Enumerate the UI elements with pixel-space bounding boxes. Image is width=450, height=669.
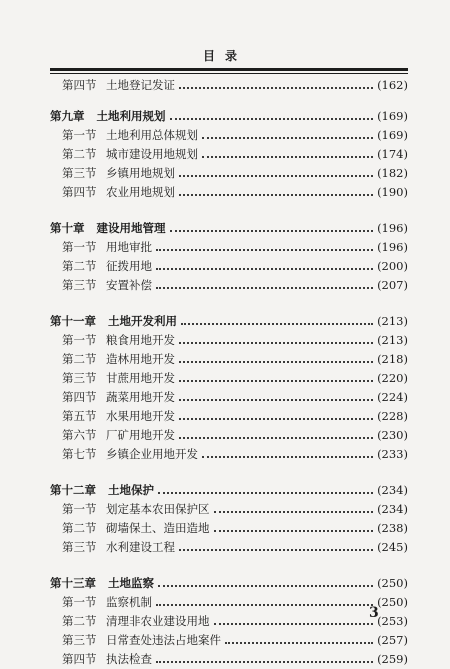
page-number: (250) xyxy=(377,595,408,609)
section-number: 第六节 xyxy=(62,428,97,442)
page-number: (213) xyxy=(377,333,408,347)
section-number: 第四节 xyxy=(62,78,97,92)
section-number: 第三节 xyxy=(62,278,97,292)
dot-leader xyxy=(181,322,373,325)
section-title: 用地审批 xyxy=(106,240,152,254)
toc-section-row xyxy=(50,650,408,669)
section-title: 水果用地开发 xyxy=(106,409,175,423)
section-number: 第二节 xyxy=(62,614,97,628)
dot-leader xyxy=(156,267,373,270)
section-number: 第一节 xyxy=(62,333,97,347)
page-number: (253) xyxy=(377,614,408,628)
section-title: 土地利用总体规划 xyxy=(106,128,198,142)
page-number: (230) xyxy=(377,428,408,442)
chapter-number: 第十三章 xyxy=(50,576,96,590)
toc-section-row xyxy=(50,612,408,631)
section-title: 清理非农业建设用地 xyxy=(106,614,210,628)
section-title: 日常查处违法占地案件 xyxy=(106,633,221,647)
dot-leader xyxy=(179,548,373,551)
section-title: 乡镇用地规划 xyxy=(106,166,175,180)
toc-section-row xyxy=(50,331,408,350)
page-number: (213) xyxy=(377,314,408,328)
section-title: 乡镇企业用地开发 xyxy=(106,447,198,461)
section-title: 甘蔗用地开发 xyxy=(106,371,175,385)
page-number: (238) xyxy=(377,521,408,535)
toc-chapter-row xyxy=(50,219,408,238)
section-number: 第五节 xyxy=(62,409,97,423)
toc-section-row xyxy=(50,76,408,95)
section-title: 造林用地开发 xyxy=(106,352,175,366)
toc-section-row xyxy=(50,631,408,650)
section-number: 第三节 xyxy=(62,633,97,647)
section-number: 第一节 xyxy=(62,595,97,609)
dot-leader xyxy=(158,584,373,587)
section-title: 砌墙保土、造田造地 xyxy=(106,521,210,535)
dot-leader xyxy=(179,436,373,439)
chapter-number: 第十一章 xyxy=(50,314,96,328)
dot-leader xyxy=(202,455,373,458)
section-title: 农业用地规划 xyxy=(106,185,175,199)
toc-section-row xyxy=(50,388,408,407)
dot-leader xyxy=(179,193,373,196)
section-title: 蔬菜用地开发 xyxy=(106,390,175,404)
page-number: (182) xyxy=(377,166,408,180)
dot-leader xyxy=(156,286,373,289)
page-number: (218) xyxy=(377,352,408,366)
chapter-title: 土地利用规划 xyxy=(96,109,166,123)
section-title: 粮食用地开发 xyxy=(106,333,175,347)
toc-chapter-row xyxy=(50,574,408,593)
dot-leader xyxy=(179,360,373,363)
page-number: (220) xyxy=(377,371,408,385)
page-number: (174) xyxy=(377,147,408,161)
section-number: 第一节 xyxy=(62,502,97,516)
section-title: 城市建设用地规划 xyxy=(106,147,198,161)
toc-section-row xyxy=(50,257,408,276)
toc-section-row xyxy=(50,276,408,295)
page-number: (169) xyxy=(377,109,408,123)
toc-chapter-row xyxy=(50,481,408,500)
page-header: 目录 xyxy=(202,49,247,63)
chapter-number: 第九章 xyxy=(50,109,85,123)
dot-leader xyxy=(214,510,374,513)
chapter-spacer xyxy=(50,464,408,481)
toc-section-row xyxy=(50,538,408,557)
page-number: (162) xyxy=(377,78,408,92)
toc-section-row xyxy=(50,426,408,445)
page-number: (196) xyxy=(377,240,408,254)
toc-section-row xyxy=(50,350,408,369)
page-number: (207) xyxy=(377,278,408,292)
section-number: 第一节 xyxy=(62,128,97,142)
page-number: (196) xyxy=(377,221,408,235)
section-number: 第四节 xyxy=(62,390,97,404)
page-number: (228) xyxy=(377,409,408,423)
header-rule-thin xyxy=(50,73,408,74)
dot-leader xyxy=(170,229,374,232)
section-number: 第四节 xyxy=(62,185,97,199)
toc-chapter-row xyxy=(50,107,408,126)
dot-leader xyxy=(202,155,373,158)
dot-leader xyxy=(214,529,374,532)
chapter-title: 土地保护 xyxy=(108,483,154,497)
section-number: 第四节 xyxy=(62,652,97,666)
dot-leader xyxy=(158,491,373,494)
page-number: (234) xyxy=(377,483,408,497)
header-rule-thick xyxy=(50,68,408,71)
page-number: (233) xyxy=(377,447,408,461)
section-number: 第二节 xyxy=(62,147,97,161)
toc-section-row xyxy=(50,519,408,538)
chapter-title: 建设用地管理 xyxy=(96,221,166,235)
dot-leader xyxy=(179,379,373,382)
page-number: (250) xyxy=(377,576,408,590)
dot-leader xyxy=(202,136,373,139)
section-title: 征拨用地 xyxy=(106,259,152,273)
section-number: 第三节 xyxy=(62,540,97,554)
page-number: (169) xyxy=(377,128,408,142)
page-number: (234) xyxy=(377,502,408,516)
dot-leader xyxy=(179,417,373,420)
section-title: 监察机制 xyxy=(106,595,152,609)
section-title: 执法检查 xyxy=(106,652,152,666)
toc-section-row xyxy=(50,500,408,519)
dot-leader xyxy=(179,174,373,177)
section-number: 第二节 xyxy=(62,352,97,366)
toc-section-row xyxy=(50,445,408,464)
dot-leader xyxy=(156,660,373,663)
toc-section-row xyxy=(50,369,408,388)
page-number: (190) xyxy=(377,185,408,199)
chapter-spacer xyxy=(50,557,408,574)
section-number: 第一节 xyxy=(62,240,97,254)
chapter-spacer xyxy=(50,202,408,219)
chapter-number: 第十二章 xyxy=(50,483,96,497)
dot-leader xyxy=(214,622,374,625)
chapter-number: 第十章 xyxy=(50,221,85,235)
dot-leader xyxy=(170,117,374,120)
dot-leader xyxy=(156,248,373,251)
toc-section-row xyxy=(50,164,408,183)
chapter-title: 土地开发利用 xyxy=(108,314,177,328)
toc-section-row xyxy=(50,238,408,257)
toc-section-row xyxy=(50,593,408,612)
section-title: 水利建设工程 xyxy=(106,540,175,554)
chapter-list xyxy=(50,95,408,669)
dot-leader xyxy=(156,603,373,606)
page-number: (200) xyxy=(377,259,408,273)
page-number: (257) xyxy=(377,633,408,647)
chapter-spacer xyxy=(50,95,408,107)
toc-chapter-row xyxy=(50,312,408,331)
chapter-title: 土地监察 xyxy=(108,576,154,590)
toc-section-row xyxy=(50,183,408,202)
dot-leader xyxy=(179,341,373,344)
section-number: 第三节 xyxy=(62,166,97,180)
dot-leader xyxy=(179,86,373,89)
toc-section-row xyxy=(50,145,408,164)
page-number: (245) xyxy=(377,540,408,554)
page-number: (224) xyxy=(377,390,408,404)
page-number: (259) xyxy=(377,652,408,666)
section-title: 土地登记发证 xyxy=(106,78,175,92)
section-number: 第二节 xyxy=(62,521,97,535)
table-of-contents xyxy=(50,76,408,669)
section-number: 第三节 xyxy=(62,371,97,385)
section-number: 第七节 xyxy=(62,447,97,461)
dot-leader xyxy=(179,398,373,401)
section-title: 安置补偿 xyxy=(106,278,152,292)
section-title: 划定基本农田保护区 xyxy=(106,502,210,516)
toc-section-row xyxy=(50,407,408,426)
dot-leader xyxy=(225,641,373,644)
folio-page-number: 3 xyxy=(369,605,379,621)
section-title: 厂矿用地开发 xyxy=(106,428,175,442)
toc-section-row xyxy=(50,126,408,145)
section-number: 第二节 xyxy=(62,259,97,273)
chapter-spacer xyxy=(50,295,408,312)
